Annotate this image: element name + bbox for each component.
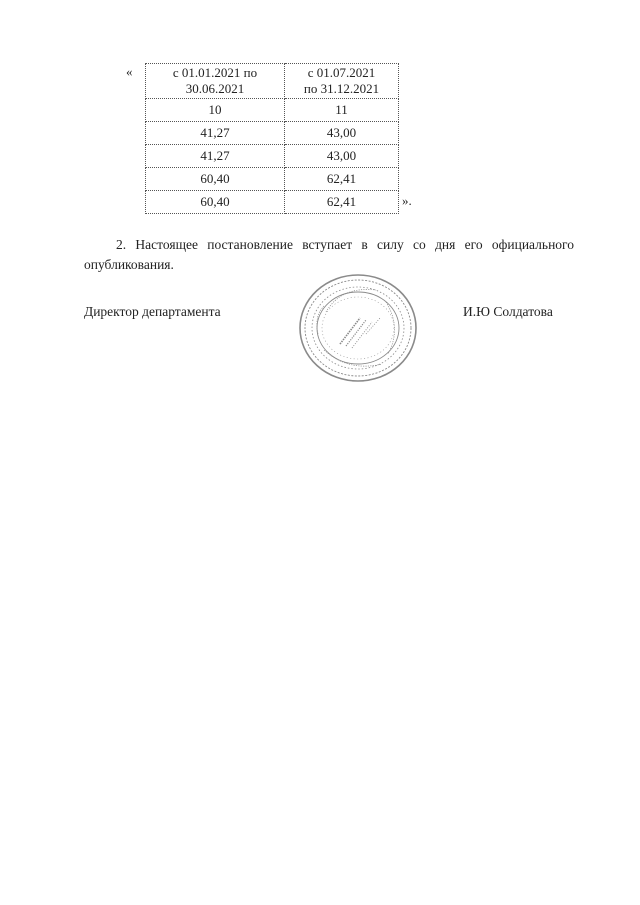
signer-name: И.Ю Солдатова: [463, 304, 553, 319]
table-cell: 62,41: [285, 191, 399, 214]
table-cell: 43,00: [285, 122, 399, 145]
header-cell-line: с 01.01.2021 по: [172, 65, 258, 80]
table-row: [146, 99, 399, 122]
table-cell: 60,40: [146, 191, 285, 214]
header-cell-line: с 01.07.2021: [307, 65, 376, 80]
effective-date-paragraph: [84, 235, 574, 275]
closing-quote-mark: ».: [402, 193, 412, 208]
table-row: [146, 145, 399, 168]
opening-quote-mark: «: [126, 64, 133, 79]
header-cell-period-2: [285, 64, 399, 99]
paragraph-line-2: опубликования.: [84, 257, 174, 272]
table-row: [146, 168, 399, 191]
table-cell: 60,40: [146, 168, 285, 191]
paragraph-line-1: 2. Настоящее постановление вступает в силу со дня его официального: [116, 237, 574, 252]
table-row: [146, 122, 399, 145]
table-cell: 11: [285, 99, 399, 122]
tariff-table: [145, 63, 399, 214]
signer-title: Директор департамента: [84, 304, 221, 319]
table-cell: 43,00: [285, 145, 399, 168]
table-row: [146, 191, 399, 214]
header-cell-line: 30.06.2021: [185, 81, 245, 96]
table-cell: 10: [146, 99, 285, 122]
table-cell: 62,41: [285, 168, 399, 191]
round-seal-stamp-icon: [296, 272, 420, 384]
table-cell: 41,27: [146, 145, 285, 168]
header-cell-period-1: [146, 64, 285, 99]
table-header-row: [146, 64, 399, 99]
header-cell-line: по 31.12.2021: [303, 81, 380, 96]
table-cell: 41,27: [146, 122, 285, 145]
